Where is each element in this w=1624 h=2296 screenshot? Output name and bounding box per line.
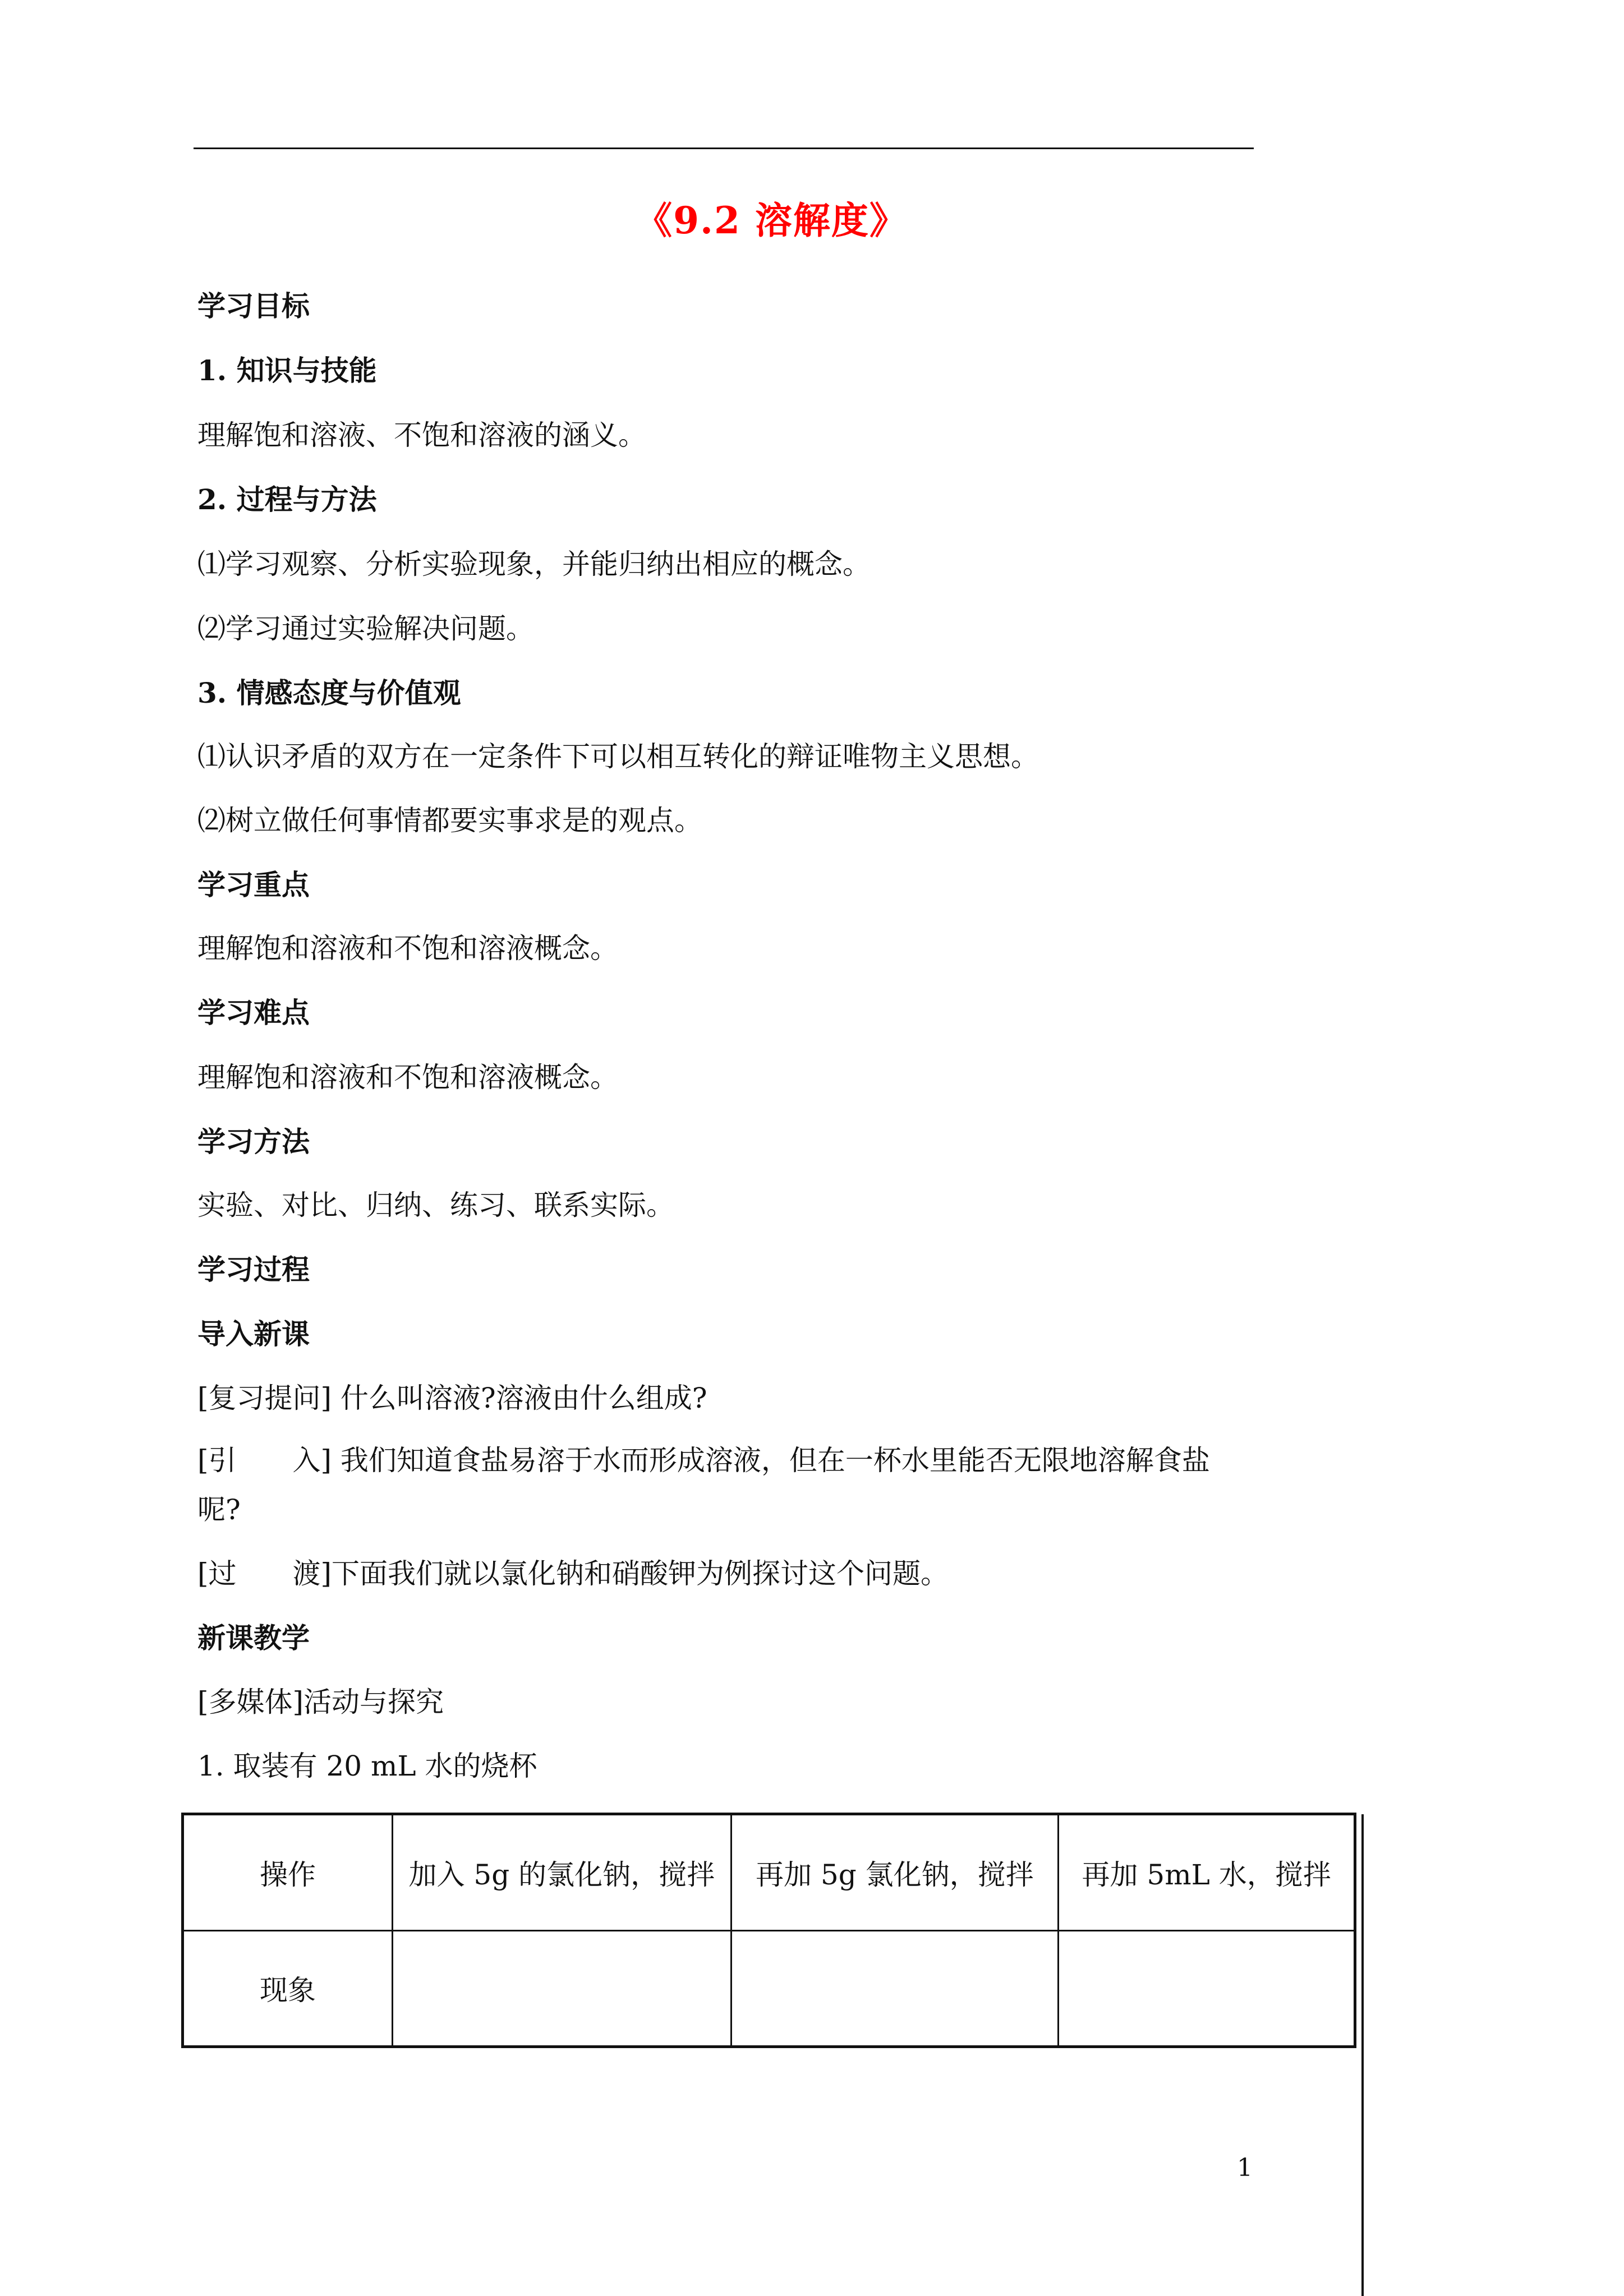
- table-cell: [393, 1930, 732, 2047]
- objective-3-item-2: ⑵树立做任何事情都要实事求是的观点。: [197, 804, 702, 837]
- difficult-points-text: 理解饱和溶液和不饱和溶液概念。: [197, 1061, 618, 1094]
- objective-1-text: 理解饱和溶液、不饱和溶液的涵义。: [197, 419, 646, 451]
- table-cell: 操作: [183, 1814, 393, 1931]
- objective-2-item-1: ⑴学习观察、分析实验现象，并能归纳出相应的概念。: [197, 548, 871, 580]
- page-title: 《9.2 溶解度》: [635, 199, 908, 242]
- key-points-text: 理解饱和溶液和不饱和溶液概念。: [197, 932, 618, 965]
- experiment-table: [181, 1813, 1356, 2048]
- table-cell: [1059, 1930, 1355, 2047]
- page-number: 1: [1237, 2154, 1253, 2182]
- process-heading: 学习过程: [197, 1253, 310, 1286]
- multimedia-activity: [多媒体]活动与探究: [197, 1686, 444, 1718]
- objectives-heading: 学习目标: [197, 289, 310, 322]
- margin-rule: [1361, 1814, 1364, 2296]
- method-text: 实验、对比、归纳、练习、联系实际。: [197, 1189, 674, 1221]
- review-question: [复习提问] 什么叫溶液?溶液由什么组成?: [197, 1382, 707, 1414]
- objective-3-heading: 3. 情感态度与价值观: [197, 676, 461, 709]
- table-cell: 现象: [183, 1930, 393, 2047]
- lead-in-text: [引 入] 我们知道食盐易溶于水而形成溶液，但在一杯水里能否无限地溶解食盐呢?: [197, 1444, 1210, 1526]
- table-cell: 加入 5g 的氯化钠，搅拌: [393, 1814, 732, 1931]
- step-1-text: 1. 取装有 20 mL 水的烧杯: [197, 1750, 537, 1782]
- objective-3-item-1: ⑴认识矛盾的双方在一定条件下可以相互转化的辩证唯物主义思想。: [197, 740, 1039, 773]
- objective-2-heading: 2. 过程与方法: [197, 483, 377, 516]
- table-row: [183, 1930, 1355, 2047]
- intro-heading: 导入新课: [197, 1317, 310, 1350]
- header-rule: [194, 147, 1254, 149]
- difficult-points-heading: 学习难点: [197, 996, 310, 1029]
- table-row: [183, 1814, 1355, 1931]
- transition-text: [过 渡]下面我们就以氯化钠和硝酸钾为例探讨这个问题。: [197, 1557, 949, 1590]
- key-points-heading: 学习重点: [197, 868, 310, 901]
- objective-2-item-2: ⑵学习通过实验解决问题。: [197, 612, 534, 645]
- method-heading: 学习方法: [197, 1125, 310, 1158]
- table-cell: 再加 5g 氯化钠，搅拌: [731, 1814, 1059, 1931]
- table-cell: [731, 1930, 1059, 2047]
- new-lesson-heading: 新课教学: [197, 1621, 310, 1654]
- table-cell: 再加 5mL 水，搅拌: [1059, 1814, 1355, 1931]
- objective-1-heading: 1. 知识与技能: [197, 354, 377, 387]
